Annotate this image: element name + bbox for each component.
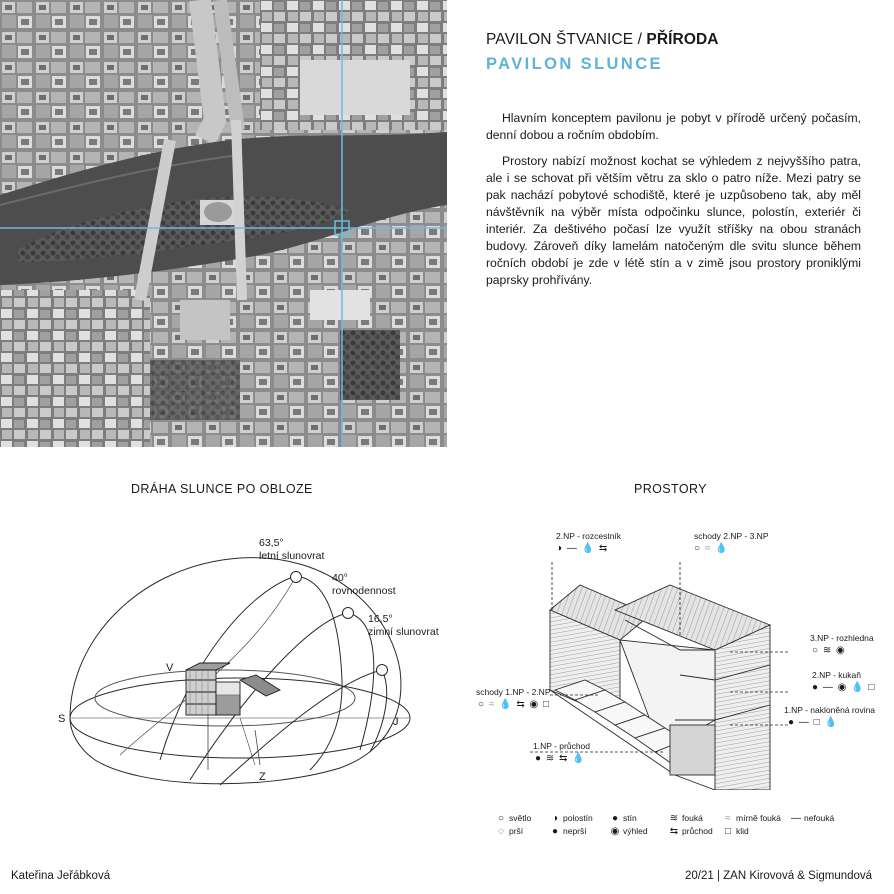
icons-schody-2-3 [694,543,729,555]
view-icon: ◉ [837,682,848,693]
rain-icon: ◌ [498,826,504,837]
legend-prsi [495,826,523,837]
shade-icon: ● [535,753,543,764]
no-wind-icon: — [566,543,578,554]
shade-icon: ● [788,717,796,728]
legend-nefouka [790,813,834,824]
half-shade-icon: ◑ [556,543,564,554]
subtitle-main: PAVILON ŠTVANICE / [486,31,647,48]
no-rain-icon: 💧 [824,717,838,728]
equinox-label: rovnodennost [332,585,396,597]
legend-neprsi-label: neprší [563,826,587,836]
label-1np-pruchod: 1.NP - průchod [533,741,591,751]
light-icon: ○ [478,699,486,710]
legend-polostin-label: polostín [563,813,593,823]
legend-prsi-label: prší [509,826,524,836]
equinox-angle: 40° [332,572,348,584]
icons-2np-rozcestnik [556,543,608,555]
concept-paragraph: Hlavním konceptem pavilonu je pobyt v přírodě určený počasím, denní dobou a ročním obdobím. [486,111,861,142]
light-icon: ○ [812,645,820,656]
shade-icon: ● [812,682,820,693]
wind-icon: ≋ [822,645,833,656]
legend-nefouka-label: nefouká [804,813,835,823]
direction-j: J [393,716,399,728]
legend-stin-label: stín [623,813,637,823]
quiet-icon: □ [724,826,732,837]
view-icon: ◉ [836,645,846,656]
direction-z: Z [259,771,266,783]
legend-svetlo-label: světlo [509,813,532,823]
mild-wind-icon: ≈ [725,813,731,824]
legend-mirne-fouka-label: mírně fouká [736,813,781,823]
quiet-icon: □ [813,717,821,728]
icons-3np-rozhledna [812,645,846,657]
no-rain-icon: 💧 [572,753,586,764]
passage-icon: ⇆ [598,543,609,554]
light-icon: ○ [694,543,702,554]
project-subtitle [486,31,719,49]
label-2np-rozcestnik: 2.NP - rozcestník [556,531,622,541]
author-name: Kateřina Jeřábková [11,870,111,882]
sun-path-sketch [40,520,450,820]
legend-polostin [549,813,593,824]
page-info: 20/21 | ZAN Kirovová & Sigmundová [685,870,873,882]
icons-1np-pruchod [535,753,586,765]
passage-icon: ⇆ [669,826,679,837]
half-shade-icon: ◑ [551,813,559,824]
mild-wind-icon: ≈ [704,543,712,554]
legend-svetlo [495,813,531,824]
icons-1np-naklonena [788,717,838,729]
label-schody-2-3: schody 2.NP - 3.NP [694,531,769,541]
no-rain-icon: 💧 [851,682,865,693]
spaces-heading: PROSTORY [634,482,707,496]
legend-mirne-fouka [722,813,781,824]
wind-icon: ≋ [669,813,679,824]
no-rain-icon: ● [551,826,559,837]
legend-neprsi [549,826,587,837]
no-wind-icon: — [798,717,810,728]
quiet-icon: □ [543,699,551,710]
light-icon: ○ [497,813,505,824]
sun-path-heading: DRÁHA SLUNCE PO OBLOZE [131,482,313,496]
winter-label: zimní slunovrat [368,626,439,638]
legend-stin [609,813,637,824]
icons-schody-1-2 [478,699,550,711]
page-title: PAVILON SLUNCE [486,55,663,73]
rain-icon: 💧 [499,699,513,710]
no-rain-icon: 💧 [715,543,729,554]
passage-icon: ⇆ [516,699,526,710]
no-wind-icon: — [791,813,801,824]
aerial-map-image [0,0,447,447]
summer-angle: 63,5° [259,537,284,549]
label-1np-naklonena: 1.NP - nakloněná rovina [784,705,876,715]
legend-klid [722,826,749,837]
wind-icon: ≋ [545,753,556,764]
subtitle-bold: PŘÍRODA [646,31,719,48]
spaces-paragraph: Prostory nabízí možnost kochat se výhledem z nejvyššího patra, ale i se schovat při větším větru za sklo o patro níže. Mezi patry se pak nachází pobytové schodiště, které je uzpůsobeno tak, aby měl návštěvník na výběr místa odpočinku slunce, polostín, exteriér či interiér. Za deštivého počasí lze využít stříšky na obou stranách budovy. Zároveň díky lamelám natočeným dle svitu slunce během ročních období je zde v létě stín a v zimě jsou prostory proniklými paprsky prohřívány. [486,154,861,287]
label-3np-rozhledna: 3.NP - rozhledna [810,633,874,643]
legend-fouka-label: fouká [682,813,703,823]
no-rain-icon: 💧 [581,543,596,554]
view-icon: ◉ [529,699,540,710]
legend-klid-label: klid [736,826,749,836]
passage-icon: ⇆ [559,753,569,764]
view-icon: ◉ [610,826,620,837]
summer-label: letní slunovrat [259,550,325,562]
legend-vyhled [609,826,648,837]
legend-vyhled-label: výhled [623,826,648,836]
direction-v: V [166,662,174,674]
shade-icon: ● [611,813,619,824]
mild-wind-icon: ≈ [488,699,496,710]
aerial-map [0,0,447,447]
label-schody-1-2: schody 1.NP - 2.NP [476,687,551,697]
quiet-icon: □ [868,682,876,693]
legend-pruchod-label: průchod [682,826,713,836]
icons-2np-kukan [812,682,875,694]
legend-fouka [668,813,703,824]
no-wind-icon: — [822,682,834,693]
winter-angle: 16,5° [368,613,393,625]
direction-s: S [58,713,66,725]
legend-pruchod [668,826,713,837]
label-2np-kukan: 2.NP - kukaň [812,670,861,680]
